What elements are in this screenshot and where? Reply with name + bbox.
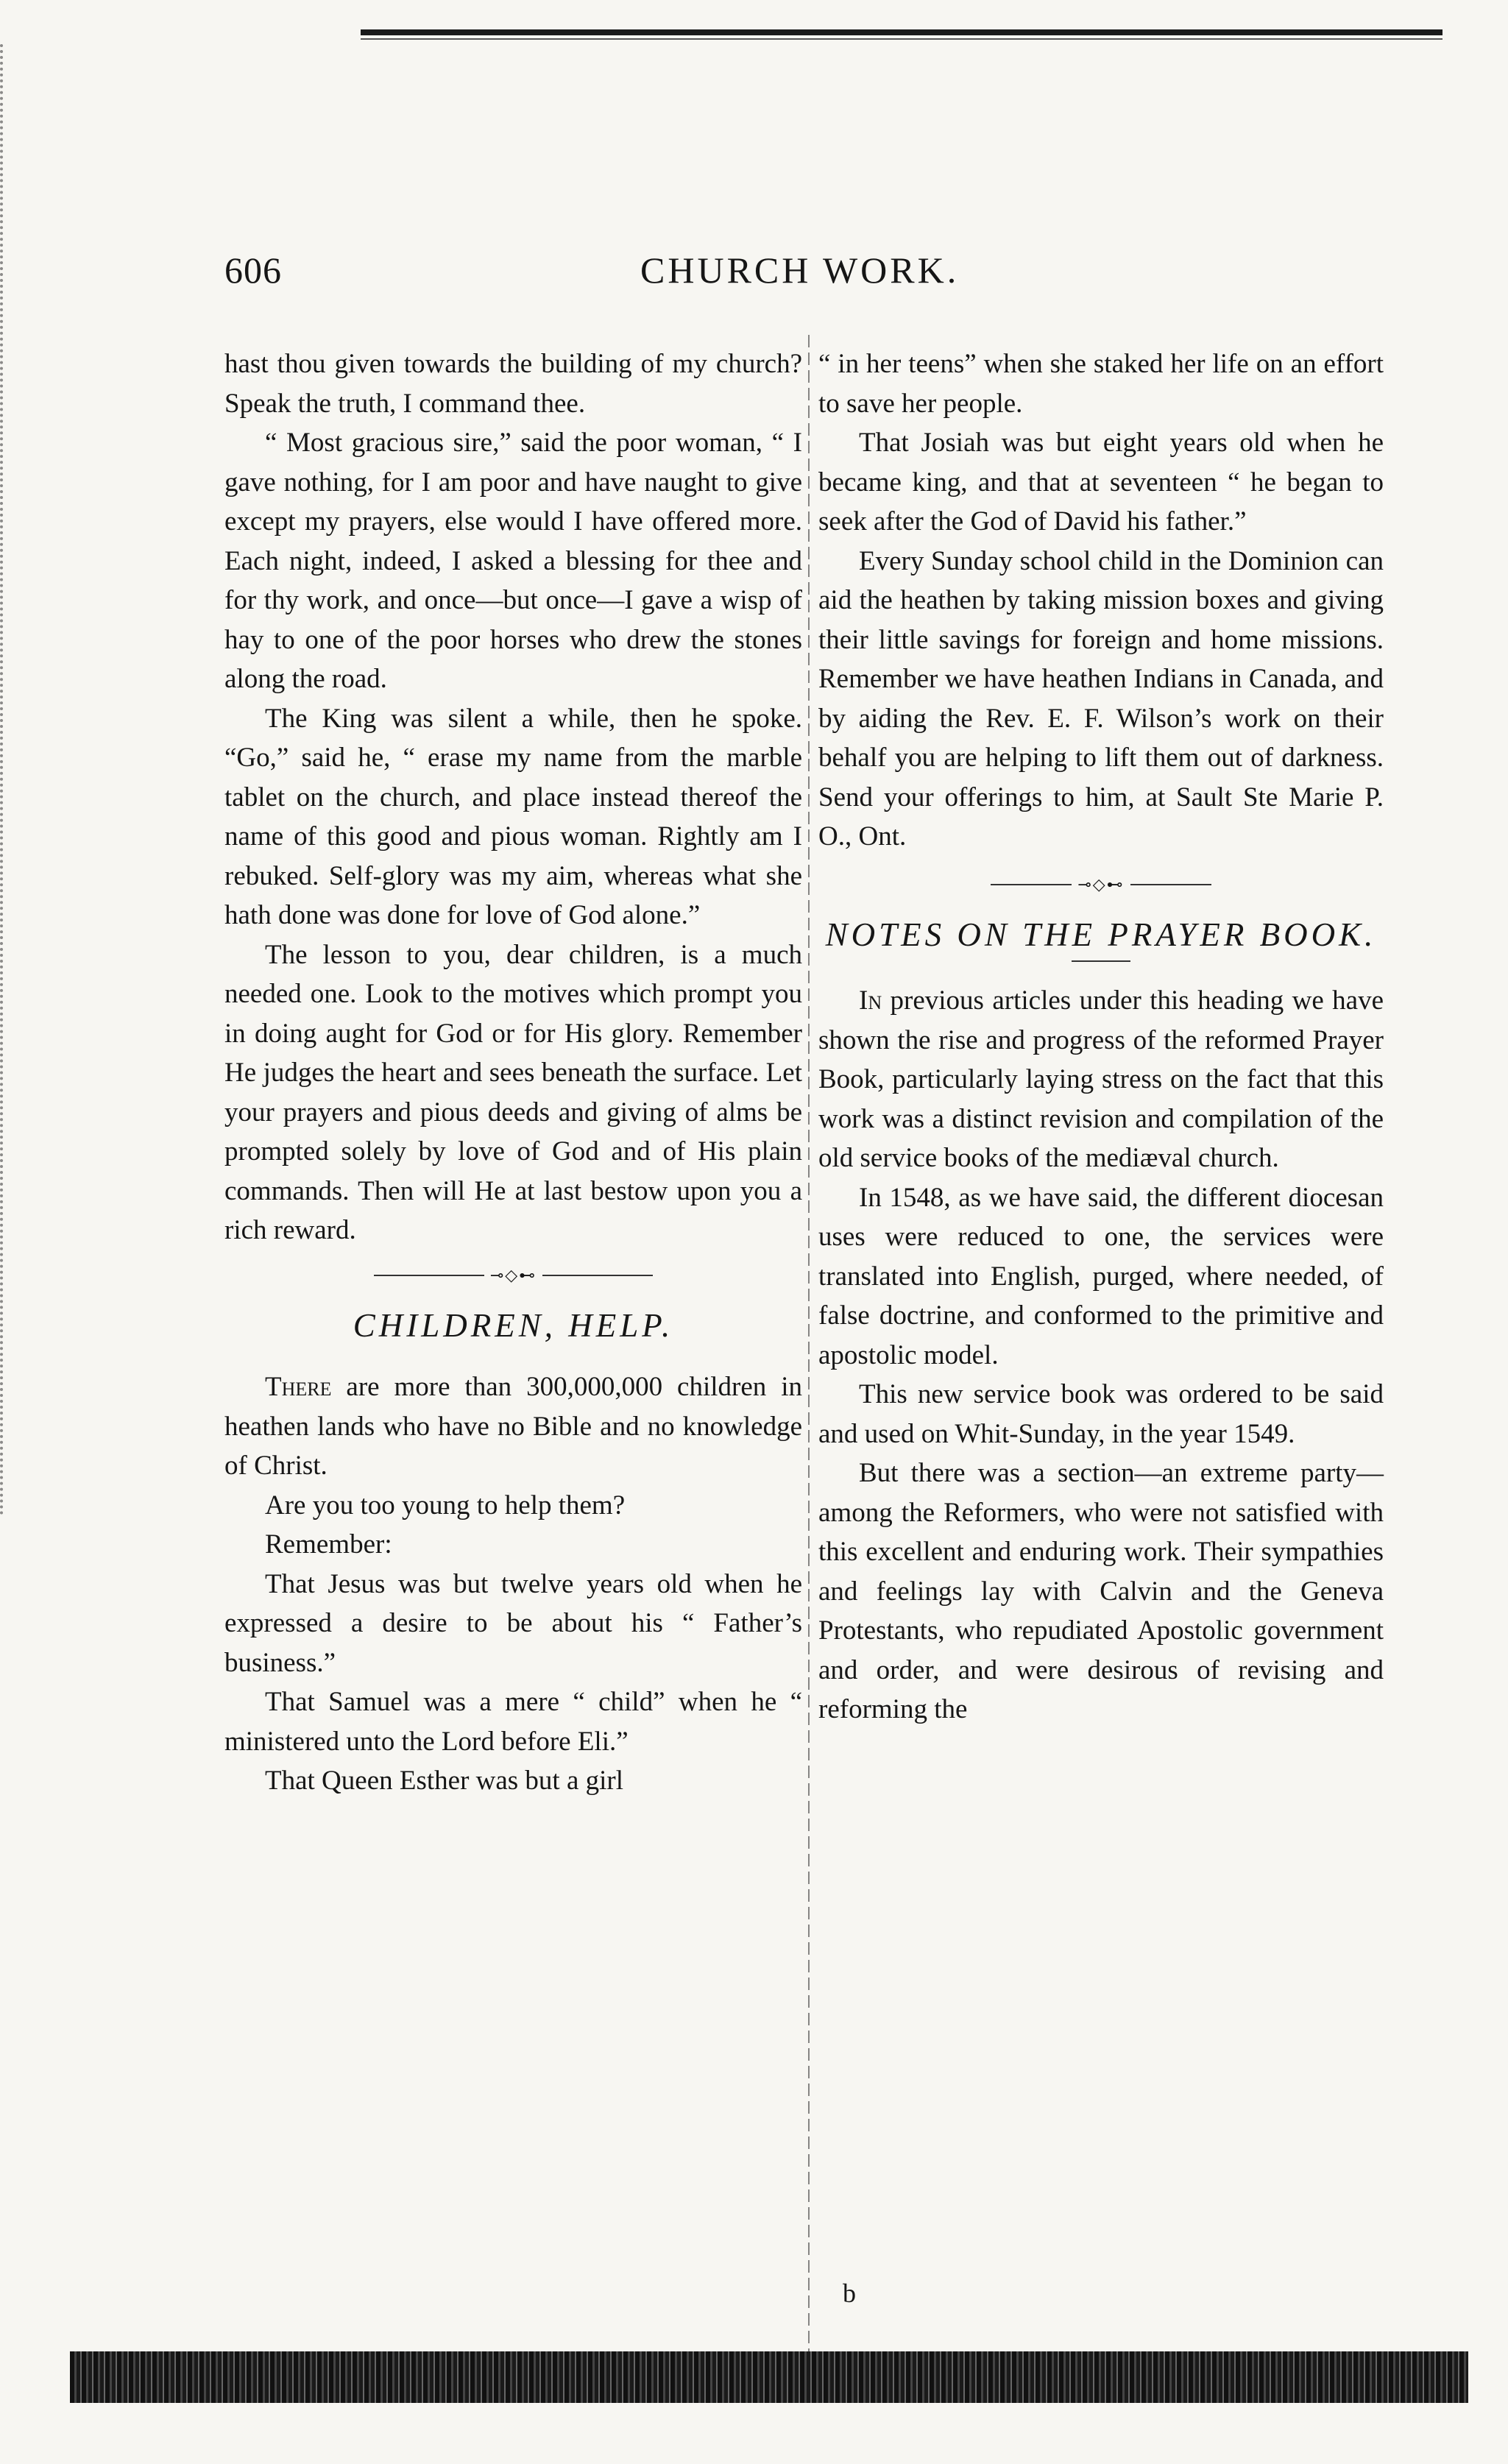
running-head-title: CHURCH WORK. — [640, 249, 960, 291]
drop-word: In — [859, 985, 882, 1016]
paragraph: That Queen Esther was but a girl — [265, 1766, 624, 1796]
section-heading-children-help: CHILDREN, HELP. — [353, 1307, 674, 1345]
section-ornament: ⊸◇⊷ — [224, 1267, 802, 1284]
paragraph: But there was a section—an extreme party—among the Reformers, who were not satisfied with this excellent and enduring work. Their sympathies and feelings lay with Calvin and the Geneva Protestants, who repudiated Apostolic government and order, and were desirous of revising and reforming the — [818, 1458, 1384, 1725]
heading-underline — [1072, 960, 1130, 962]
paragraph: That Jesus was but twelve years old when he expressed a desire to be about his “ Father’s business.” — [224, 1568, 802, 1678]
paragraph: Remember: — [265, 1529, 392, 1560]
paragraph: That Samuel was a mere “ child” when he “ ministered unto the Lord before Eli.” — [224, 1687, 802, 1757]
paragraph: “ in her teens” when she staked her life on an effort to save her people. — [818, 349, 1384, 419]
scan-bottom-band — [70, 2351, 1468, 2403]
paragraph: In 1548, as we have said, the different diocesan uses were reduced to one, the services were translated into English, purged, where needed, of false doctrine, and conformed to the primitive and apostolic model. — [818, 1182, 1384, 1370]
paragraph: The King was silent a while, then he spoke. “Go,” said he, “ erase my name from the marble tablet on the church, and place instead thereof the name of this good and pious woman. Rightly am I rebuked. Self-glory was my aim, whereas what she hath done was done for love of God alone.” — [224, 703, 802, 930]
right-column — [818, 344, 1384, 1730]
column-divider — [808, 335, 810, 2366]
paragraph: hast thou given towards the building of my church? Speak the truth, I command thee. — [224, 349, 802, 419]
paragraph: In previous articles under this heading we have shown the rise and progress of the reformed Prayer Book, particularly laying stress on the fact that this work was a distinct revision and compilation of the old service books of the mediæval church. — [818, 985, 1384, 1174]
page-number: 606 — [224, 249, 282, 291]
paragraph: This new service book was ordered to be said and used on Whit-Sunday, in the year 1549. — [818, 1379, 1384, 1449]
section-heading-prayer-book: NOTES ON THE PRAYER BOOK. — [825, 916, 1377, 954]
paragraph: That Josiah was but eight years old when he became king, and that at seventeen “ he began to seek after the God of David his father.” — [818, 428, 1384, 537]
scan-left-edge — [0, 44, 54, 1516]
top-border-rule — [361, 29, 1442, 35]
paragraph: The lesson to you, dear children, is a much needed one. Look to the motives which prompt you in doing aught for God or for His glory. Remember He judges the heart and sees beneath the surface. Let your prayers and pious deeds and giving of alms be prompted solely by love of God and of His plain commands. Then will He at last bestow upon you a rich reward. — [224, 939, 802, 1245]
paragraph: “ Most gracious sire,” said the poor woman, “ I gave nothing, for I am poor and have naught to give except my prayers, else would I have offered more. Each night, indeed, I asked a blessing for thee and for thy work, and once—but once—I gave a wisp of hay to one of the poor horses who drew the stones along the road. — [224, 428, 802, 694]
signature-mark: b — [843, 2279, 856, 2308]
paragraph: Every Sunday school child in the Dominion can aid the heathen by taking mission boxes and giving their little savings for foreign and home missions. Remember we have heathen Indians in Canada, and by aiding the Rev. E. F. Wilson’s work on their behalf you are helping to lift them out of darkness. Send your offerings to him, at Sault Ste Marie P. O., Ont. — [818, 545, 1384, 852]
drop-word: There — [265, 1372, 332, 1403]
paragraph: Are you too young to help them? — [265, 1490, 626, 1520]
paragraph: There are more than 300,000,000 children in heathen lands who have no Bible and no knowledge of Christ. — [224, 1372, 802, 1481]
left-column — [224, 344, 802, 1801]
top-border-rule-thin — [361, 38, 1442, 40]
section-ornament: ⊸◇⊷ — [818, 876, 1384, 893]
